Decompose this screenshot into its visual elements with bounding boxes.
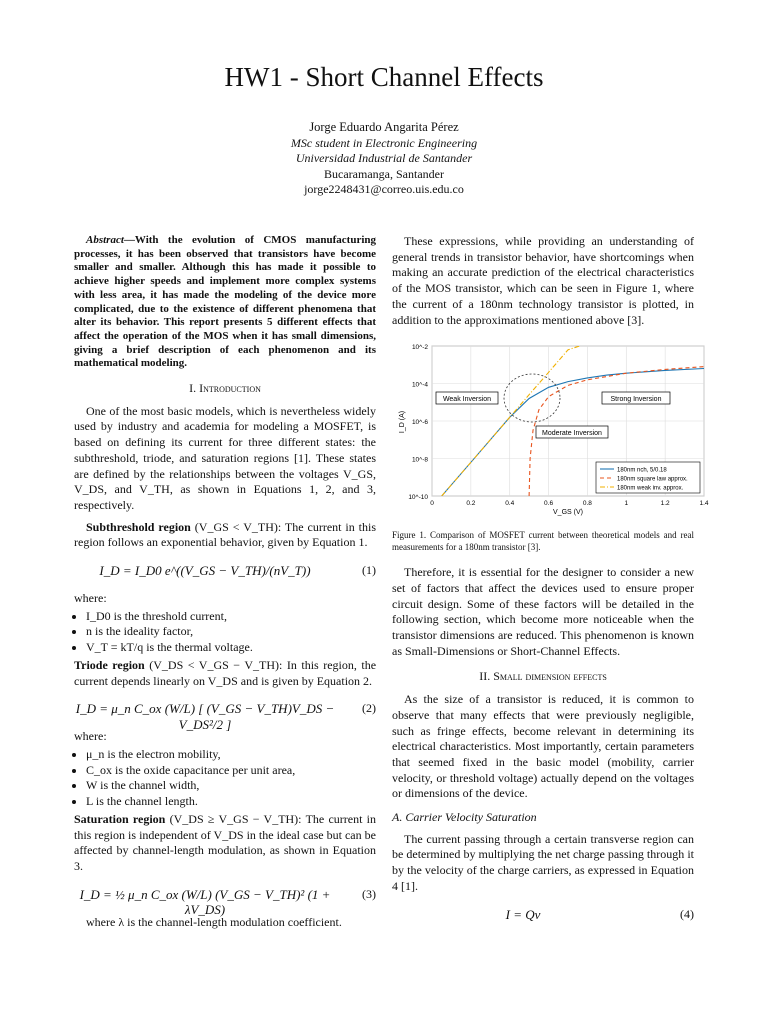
author-affiliation: Universidad Industrial de Santander [295,151,473,165]
equation-4-body: I = Qv [505,906,541,922]
equation-1 [74,557,376,587]
y-tick-labels [408,344,428,501]
saturation-condition: (V_DS ≥ V_GS − V_TH): [169,811,302,826]
list-item: • L is the channel length. [86,794,376,810]
subsection-heading-a: A. Carrier Velocity Saturation [392,810,537,825]
author-location: Bucaramanga, Santander [324,166,444,181]
author-email[interactable]: jorge2248431@correo.uis.edu.co [304,182,464,196]
equation-3 [74,881,376,918]
chart [392,334,709,524]
triode-paragraph [74,658,376,689]
subthreshold-text: The current in this region follows an exponential behavior, given by Equation 1. [74,519,377,550]
list-item: • μ_n is the electron mobility, [86,747,376,763]
triode-text: In this region, the current depends linearly on V_DS and is given by Equation 2. [74,657,377,688]
equation-1-body: I_D = I_D0 e^((V_GS − V_TH)/(nV_T)) [99,563,311,579]
section-2-paragraph: As the size of a transistor is reduced, it is common to observe that many effects that were previously negligible, such as fringe effects, become relevant in determining its electrical characteristics. Most importantly, certain parameters that seemed fixed in the basic model (mobility, carrier velocity, or threshold voltage) actually depend on the voltages or dimensions of the device. [392,692,694,801]
x-tick-labels [430,500,709,507]
y-tick-label: 10^-2 [411,344,428,352]
y-tick-label: 10^-6 [411,419,428,427]
y-tick-label: 10^-8 [411,456,428,464]
x-axis-label: V_GS (V) [553,509,583,517]
annotation-strong [602,392,670,404]
legend [596,462,700,493]
y-tick-label: 10^-10 [408,494,428,502]
annotation-strong-text: Strong Inversion [610,396,662,404]
y-tick-label: 10^-4 [411,381,428,389]
right-paragraph-1: These expressions, while providing an understanding of general trends in transistor behavior, have shortcomings when making an accurate prediction of the electrical characteristics of the MOS transistor, which can be seen in Figure 1, where the current of a 180nm technology transistor is plotted, in addition to the approximations mentioned above [3]. [392,234,694,327]
x-tick-label: 0.6 [544,500,554,508]
abstract [74,234,376,371]
x-tick-label: 1.4 [699,500,709,508]
page-title: HW1 - Short Channel Effects [224,62,544,92]
x-tick-label: 1.2 [660,500,670,508]
subthreshold-paragraph [74,520,376,551]
equation-4 [392,901,694,931]
x-tick-label: 0.4 [505,500,515,508]
where-label: where: [74,591,107,606]
section-heading-intro: I. Introduction [189,381,261,396]
lambda-text: where λ is the channel-length modulation coefficient. [86,914,342,929]
intro-paragraph: One of the most basic models, which is nevertheless widely used by industry and academia for modeling a MOSFET, is based on defining its current for three different states: the subthreshold, triode, and saturation regions [1]. These states are defined by the relationships between the voltages V_GS, V_DS, and V_TH, as shown in Equations 1, 2, and 3, respectively. [74,403,376,512]
x-tick-label: 0.2 [466,500,476,508]
annotation-weak-text: Weak Inversion [442,396,492,404]
list-item: • C_ox is the oxide capacitance per unit area, [86,763,376,779]
where-label: where: [74,729,107,744]
legend-label: 180nm square law approx. [617,476,688,483]
equation-2-number: (2) [362,701,376,716]
x-tick-label: 1 [624,500,629,508]
saturation-label: Saturation region [74,811,166,826]
equation-3-number: (3) [362,886,376,901]
equation-2 [74,695,376,732]
saturation-paragraph [74,812,376,875]
annotation-moderate-text: Moderate Inversion [542,430,602,438]
triode-bullets [74,747,376,810]
figure-caption: Figure 1. Comparison of MOSFET current between theoretical models and real measurements for a 180nm transistor [3]. [392,530,694,552]
section-heading-2: II. Small dimension effects [479,669,607,684]
author-name: Jorge Eduardo Angarita Pérez [309,120,459,134]
x-tick-label: 0 [430,500,434,508]
equation-3-body: I_D = ½ μ_n C_ox (W/L) (V_GS − V_TH)² (1 + λV_DS) [79,886,331,918]
equation-1-number: (1) [362,563,376,578]
author-role: MSc student in Electronic Engineering [290,135,478,150]
equation-4-number: (4) [680,906,694,921]
equation-2-body: I_D = μ_n C_ox (W/L) [ (V_GS − V_TH)V_DS − V_DS²/2 ] [75,701,335,732]
right-column [392,234,709,935]
x-tick-label: 0.8 [582,500,592,508]
list-item: • V_T = kT/q is the thermal voltage. [86,640,376,656]
left-column [74,234,376,936]
annotation-weak [436,392,498,404]
triode-condition: (V_DS < V_GS − V_TH): [149,657,283,672]
legend-label: 180nm nch, 5/0.18 [617,467,667,474]
subthreshold-label: Subthreshold region [86,519,191,534]
abstract-text: —With the evolution of CMOS manufacturing processes, it has been observed that transistors have become smaller and smaller. Although this has made it possible to achieve higher speeds and implement more complex systems with less area, it has made the modeling of the device more complicated, due to the existence of different phenomena that alter its behavior. This report presents 5 different effects that affect the operation of the MOS when it has small dimensions, giving a brief description of each phenomenon and its mathematical modeling. [74,234,376,370]
annotation-moderate [536,426,608,438]
subsection-a-paragraph: The current passing through a certain transverse region can be determined by multiplying the net charge passing through it by the velocity of the charge carriers, as expressed in Equation 4 [1]. [392,831,694,893]
list-item: • n is the ideality factor, [86,624,376,640]
legend-label: 180nm weak inv. approx. [617,485,684,492]
triode-label: Triode region [74,657,145,672]
saturation-text: The current in this region is independent of V_DS in the ideal case but can be affected by channel-length modulation, as shown in Equation 3. [74,811,377,873]
author-block [0,120,768,198]
abstract-label: Abstract [86,234,124,246]
figure-1 [392,334,709,524]
right-paragraph-2: Therefore, it is essential for the designer to consider a new set of factors that affect the devices used to ensure proper circuit design. Some of these factors will be detailed in the following section, which become more noticeable when the transistor dimensions are reduced. This phenomenon is known as Small-Dimensions or Short-Channel Effects. [392,565,694,658]
y-axis-label: I_D (A) [399,411,406,434]
subthreshold-condition: (V_GS < V_TH): [194,519,282,534]
subthreshold-bullets [74,609,376,656]
list-item: • W is the channel width, [86,778,376,794]
list-item: • I_D0 is the threshold current, [86,609,376,625]
